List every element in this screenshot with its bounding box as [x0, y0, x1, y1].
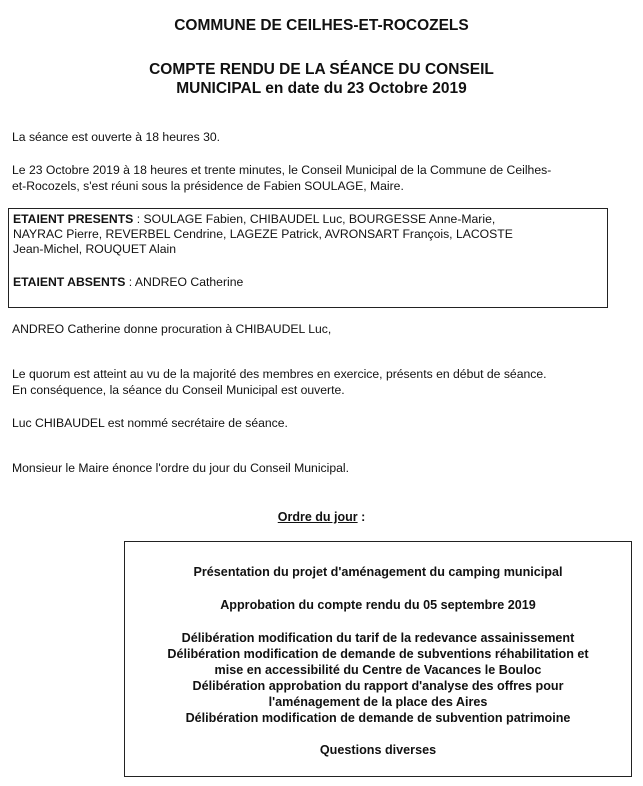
- report-title-line2: MUNICIPAL en date du 23 Octobre 2019: [176, 80, 467, 97]
- agenda-announcement: Monsieur le Maire énonce l'ordre du jour du Conseil Municipal.: [12, 461, 349, 475]
- agenda-item: mise en accessibilité du Centre de Vacances le Bouloc: [214, 663, 542, 677]
- agenda-box: [124, 541, 632, 777]
- agenda-item: Questions diverses: [319, 743, 437, 757]
- present-line1: [13, 212, 495, 228]
- absent-names: : ANDREO Catherine: [125, 275, 244, 289]
- present-line2: NAYRAC Pierre, REVERBEL Cendrine, LAGEZE Patrick, AVRONSART François, LACOSTE: [13, 227, 513, 241]
- secretary-statement: Luc CHIBAUDEL est nommé secrétaire de séance.: [12, 416, 288, 430]
- agenda-item: Délibération modification de demande de subventions réhabilitation et: [167, 647, 589, 661]
- intro-line1: Le 23 Octobre 2019 à 18 heures et trente minutes, le Conseil Municipal de la Commune de Ceilhes-: [12, 163, 552, 177]
- present-label: ETAIENT PRESENTS: [13, 212, 134, 226]
- agenda-item: Approbation du compte rendu du 05 septembre 2019: [220, 598, 536, 612]
- intro-paragraph: [12, 163, 630, 194]
- procuration-statement: ANDREO Catherine donne procuration à CHIBAUDEL Luc,: [12, 322, 332, 336]
- agenda-item: Délibération modification de demande de subvention patrimoine: [185, 711, 571, 725]
- quorum-line2: En conséquence, la séance du Conseil Municipal est ouverte.: [12, 382, 345, 397]
- attendance-box: [8, 208, 608, 308]
- report-title-line1: COMPTE RENDU DE LA SÉANCE DU CONSEIL: [149, 61, 494, 78]
- intro-line2: et-Rocozels, s'est réuni sous la présidence de Fabien SOULAGE, Maire.: [12, 178, 404, 193]
- absent-line: [13, 275, 243, 291]
- agenda-heading-text: Ordre du jour: [277, 510, 358, 524]
- opening-statement: La séance est ouverte à 18 heures 30.: [12, 130, 221, 144]
- agenda-item: Délibération approbation du rapport d'analyse des offres pour: [192, 679, 564, 693]
- agenda-item: Présentation du projet d'aménagement du camping municipal: [193, 565, 563, 579]
- absent-label: ETAIENT ABSENTS: [13, 275, 126, 289]
- agenda-heading-suffix: :: [357, 510, 366, 524]
- report-title: [0, 60, 643, 98]
- present-line3: Jean-Michel, ROUQUET Alain: [13, 242, 177, 256]
- commune-title: COMMUNE DE CEILHES-ET-ROCOZELS: [174, 17, 469, 34]
- present-names-line1: : SOULAGE Fabien, CHIBAUDEL Luc, BOURGESSE Anne-Marie,: [133, 212, 496, 226]
- agenda-item: Délibération modification du tarif de la redevance assainissement: [181, 631, 575, 645]
- agenda-heading: [0, 510, 643, 524]
- agenda-item: l'aménagement de la place des Aires: [268, 695, 488, 709]
- quorum-line1: Le quorum est atteint au vu de la majorité des membres en exercice, présents en début de séance.: [12, 367, 547, 381]
- quorum-paragraph: [12, 367, 630, 398]
